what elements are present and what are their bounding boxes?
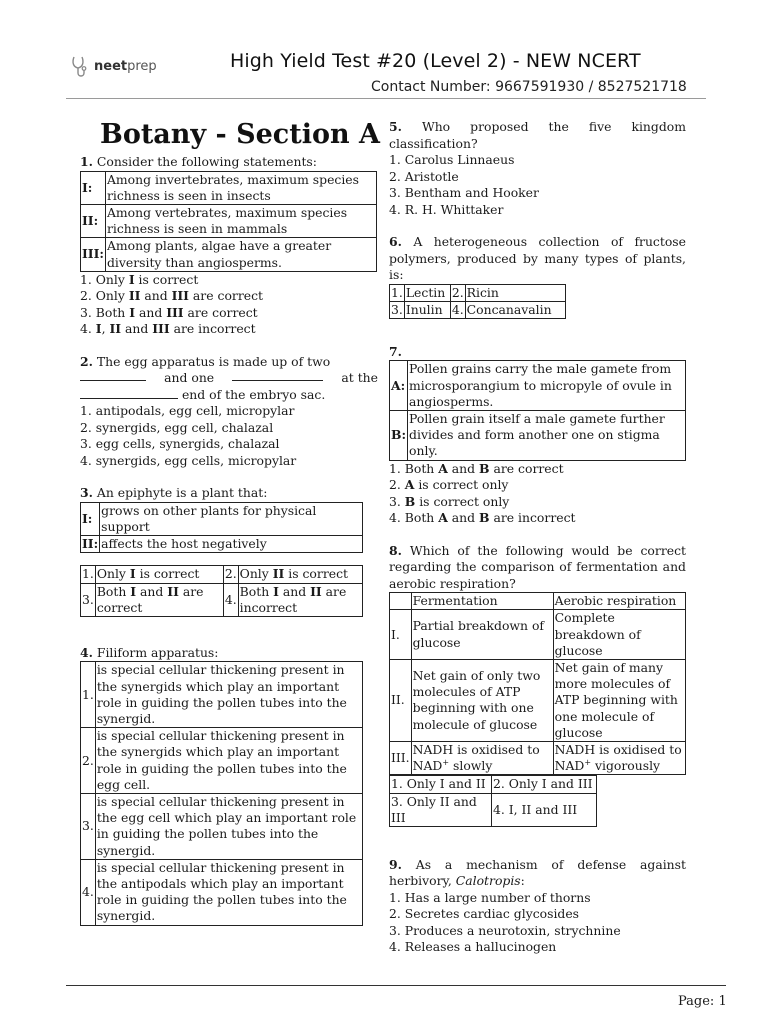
option-4[interactable]: 4. I, II and III are incorrect [80, 321, 256, 337]
option-2[interactable]: 2. Only I and III [492, 776, 597, 793]
option-3[interactable]: 3. Produces a neurotoxin, strychnine [389, 922, 621, 938]
option-4[interactable]: 4. I, II and III [492, 793, 597, 826]
question-stem: 6. A heterogeneous collection of fructose polymers, produced by many types of plants, is: [389, 234, 686, 282]
options-table [389, 775, 597, 827]
table-row: I. Partial breakdown of glucose Complete breakdown of glucose [390, 610, 686, 660]
statement-row [81, 204, 377, 237]
question-4 [80, 645, 378, 926]
option-row[interactable]: 4. is special cellular thickening present in the antipodals which play an important role in guiding the pollen tubes into the synergid. [81, 859, 363, 925]
option-3[interactable]: Both I and II are correct [95, 583, 223, 616]
statement-text: grows on other plants for physical support [100, 502, 363, 535]
table-cell: Net gain of only two molecules of ATP beginning with one molecule of glucose [411, 659, 553, 741]
question-stem: Consider the following statements: [96, 154, 317, 169]
option-2[interactable]: Only II is correct [238, 566, 362, 583]
answer-blank [80, 370, 146, 381]
option-text: is special cellular thickening present in the antipodals which play an important role in guiding the pollen tubes into the synergid. [95, 859, 362, 925]
question-stem: An epiphyte is a plant that: [92, 485, 268, 501]
option-number: 2. [451, 284, 464, 300]
question-stem: 9. As a mechanism of defense against herbivory, Calotropis: [389, 856, 686, 889]
option-3[interactable]: 3. Both I and III are correct [80, 304, 258, 320]
logo-brand: neet [94, 58, 128, 74]
option-1[interactable]: 1. Both A and B are correct [389, 460, 564, 476]
option-text: is special cellular thickening present in the egg cell which play an important role in guiding the pollen tubes into the synergid. [95, 794, 362, 860]
option-number: 4. [223, 583, 238, 616]
option-text: is special cellular thickening present in the synergids which play an important role in guiding the pollen tubes into the synergid. [95, 662, 362, 728]
header-divider [66, 98, 706, 99]
statement-text: Pollen grain itself a male gamete further divides and form another one on stigma only. [408, 411, 686, 461]
question-5 [389, 119, 686, 218]
statement-label: I: [82, 179, 93, 195]
question-number: 6. [389, 234, 402, 249]
option-row[interactable]: 1. is special cellular thickening present in the synergids which play an important role in guiding the pollen tubes into the synergid. [81, 662, 363, 728]
option-number: 1. [391, 284, 403, 300]
question-1 [80, 154, 378, 338]
table-header-row [390, 593, 686, 610]
section-title: Botany - Section A [100, 119, 380, 150]
option-number: 3. [391, 301, 403, 317]
option-4[interactable]: 4. Both A and B are incorrect [389, 510, 576, 526]
question-number: 3. [80, 485, 93, 501]
right-column [389, 119, 686, 972]
question-number: 7. [389, 343, 402, 359]
question-6 [389, 234, 686, 319]
option-4[interactable]: 4. R. H. Whittaker [389, 201, 504, 217]
option-1[interactable]: 1. Only I and II [390, 776, 492, 793]
option-number: 1. [82, 566, 94, 582]
option-2[interactable]: Ricin [465, 284, 565, 301]
option-row[interactable]: 3. is special cellular thickening present in the egg cell which play an important role in guiding the pollen tubes into the synergid. [81, 794, 363, 860]
question-number: 8. [389, 542, 402, 558]
table-cell: NADH is oxidised to NAD+ slowly [411, 741, 553, 774]
question-stem: 5. Who proposed the five kingdom classification? [389, 119, 686, 151]
table-cell: NADH is oxidised to NAD+ vigorously [553, 741, 685, 774]
left-column [80, 154, 378, 942]
statement-text: Pollen grains carry the male gamete from microsporangium to micropyle of ovule in angiosperms. [408, 361, 686, 411]
option-1[interactable]: 1. Has a large number of thorns [389, 889, 591, 905]
statement-row [81, 171, 377, 204]
option-row[interactable]: 2. is special cellular thickening present in the synergids which play an important role in guiding the pollen tubes into the egg cell. [81, 728, 363, 794]
page-header [0, 0, 768, 100]
comparison-table [389, 592, 686, 775]
table-row: II. Net gain of only two molecules of ATP beginning with one molecule of glucose Net gain of many more molecules of ATP beginning with one molecule of glucose [390, 659, 686, 741]
question-2: 2. The egg apparatus is made up of two and one at the end of the embryo sac. 1. antipodals, egg cell, micropylar 2. synergids, egg cell, chalazal 3. egg cells, synergids, chalazal 4. synergids, egg cells, micropylar [80, 353, 378, 468]
question-stem: Filiform apparatus: [92, 644, 219, 660]
option-2[interactable]: 2. Aristotle [389, 168, 459, 184]
statement-row: II: affects the host negatively [81, 536, 363, 553]
table-row: III. NADH is oxidised to NAD+ slowly NADH is oxidised to NAD+ vigorously [390, 741, 686, 774]
table-cell: Net gain of many more molecules of ATP beginning with one molecule of glucose [553, 659, 685, 741]
option-1[interactable]: 1. Carolus Linnaeus [389, 152, 515, 167]
column-header: Aerobic respiration [553, 593, 685, 610]
question-9 [389, 857, 686, 956]
option-number: 4. [451, 301, 464, 317]
option-3[interactable]: 3. Only II and III [390, 793, 492, 826]
table-cell: Partial breakdown of glucose [411, 610, 553, 660]
statements-table [80, 502, 363, 554]
statement-row [81, 238, 377, 271]
question-number: 2. [80, 353, 93, 369]
question-8 [389, 543, 686, 827]
statement-label: II: [82, 213, 99, 228]
statement-text: Among invertebrates, maximum species richness is seen in insects [105, 171, 376, 204]
option-number: 3. [81, 583, 96, 616]
statement-row: A: Pollen grains carry the male gamete from microsporangium to micropyle of ovule in angiosperms. [390, 361, 686, 411]
option-3[interactable]: 3. egg cells, synergids, chalazal [80, 436, 280, 452]
statement-row: B: Pollen grain itself a male gamete further divides and form another one on stigma only. [390, 411, 686, 461]
option-3[interactable]: Inulin [404, 301, 450, 318]
option-number: 2. [224, 566, 237, 582]
footer-divider [66, 985, 726, 986]
question-number: 5. [389, 119, 402, 134]
option-2[interactable]: 2. A is correct only [389, 477, 509, 493]
statement-text: Among plants, algae have a greater diversity than angiosperms. [105, 238, 376, 271]
question-3 [80, 485, 378, 617]
contact-number: Contact Number: 9667591930 / 8527521718 [371, 79, 687, 95]
option-4[interactable]: 4. synergids, egg cells, micropylar [80, 452, 297, 468]
question-stem: 2. The egg apparatus is made up of two [80, 353, 331, 369]
logo-suffix: prep [127, 58, 157, 74]
options-table [80, 661, 363, 925]
statement-text: Among vertebrates, maximum species richness is seen in mammals [105, 204, 376, 237]
statements-table [80, 171, 377, 272]
option-2[interactable]: 2. Only II and III are correct [80, 288, 264, 304]
question-stem: 8. Which of the following would be correct regarding the comparison of fermentation and aerobic respiration? [389, 542, 686, 591]
option-3[interactable]: 3. B is correct only [389, 493, 510, 509]
column-header: Fermentation [411, 593, 553, 610]
option-1[interactable]: Lectin [404, 284, 450, 301]
question-number: 1. [80, 154, 93, 169]
option-text: is special cellular thickening present in the synergids which play an important role in guiding the pollen tubes into the egg cell. [95, 728, 362, 794]
page-number: Page: 1 [678, 994, 727, 1009]
option-1[interactable]: 1. Only I is correct [80, 271, 199, 287]
option-2[interactable]: 2. Secretes cardiac glycosides [389, 906, 580, 922]
question-7 [389, 344, 686, 527]
neetprep-logo [70, 54, 157, 80]
statement-label: III: [82, 246, 104, 262]
test-title: High Yield Test #20 (Level 2) - NEW NCERT [230, 50, 641, 72]
option-1[interactable]: 1. antipodals, egg cell, micropylar [80, 403, 295, 419]
statement-text: affects the host negatively [100, 536, 363, 553]
statements-table [389, 360, 686, 460]
statement-row: I: grows on other plants for physical support [81, 502, 363, 535]
answer-blank [232, 370, 323, 381]
answer-blank [80, 388, 178, 399]
table-cell: Complete breakdown of glucose [553, 610, 685, 660]
option-4[interactable]: Concanavalin [465, 301, 565, 318]
options-table [80, 565, 363, 617]
options-table [389, 284, 566, 319]
question-number: 4. [80, 644, 93, 660]
option-1[interactable]: Only I is correct [95, 566, 223, 583]
option-4[interactable]: Both I and II are incorrect [238, 583, 362, 616]
option-4[interactable]: 4. Releases a hallucinogen [389, 939, 557, 955]
question-number: 9. [389, 856, 402, 872]
option-2[interactable]: 2. synergids, egg cell, chalazal [80, 419, 274, 435]
stethoscope-icon [70, 54, 92, 80]
option-3[interactable]: 3. Bentham and Hooker [389, 185, 539, 200]
